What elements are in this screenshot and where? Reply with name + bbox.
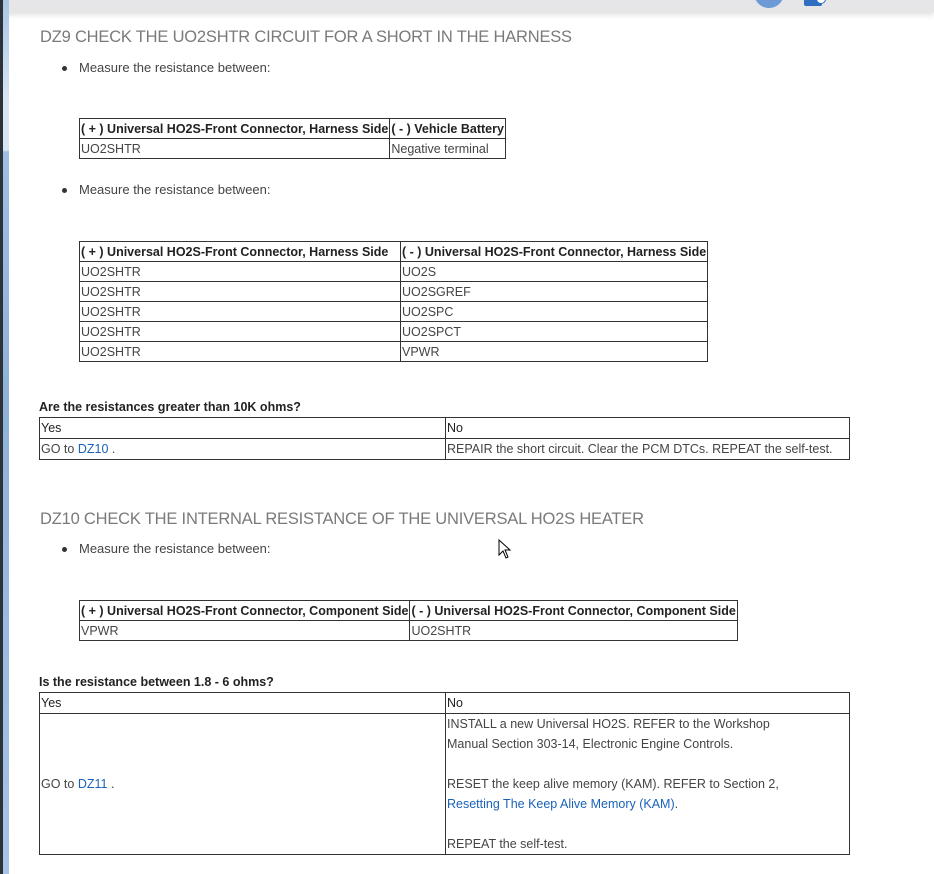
- no-paragraph-1: INSTALL a new Universal HO2S. REFER to the Workshop Manual Section 303-14, Electronic Engine Controls.: [447, 717, 770, 751]
- bullet-item: [62, 541, 271, 556]
- yes-text: GO to: [41, 777, 75, 791]
- yes-header: Yes: [40, 418, 446, 439]
- mouse-cursor-icon: [498, 539, 512, 559]
- no-cell: [446, 714, 850, 855]
- table-header: ( - ) Universal HO2S-Front Connector, Harness Side: [401, 242, 708, 262]
- yes-cell: [40, 439, 446, 460]
- section-title-dz10: DZ10 CHECK THE INTERNAL RESISTANCE OF THE UNIVERSAL HO2S HEATER: [40, 510, 644, 528]
- table-cell: Negative terminal: [390, 139, 506, 159]
- table-row: [40, 714, 850, 855]
- table-header: ( - ) Universal HO2S-Front Connector, Component Side: [410, 601, 737, 621]
- table-cell: VPWR: [80, 621, 410, 641]
- table-cell: UO2SHTR: [80, 342, 401, 362]
- kam-reset-link[interactable]: Resetting The Keep Alive Memory (KAM): [447, 797, 675, 811]
- table-cell: UO2SPCT: [401, 322, 708, 342]
- table-cell: VPWR: [401, 342, 708, 362]
- table-header: ( + ) Universal HO2S-Front Connector, Harness Side: [80, 242, 401, 262]
- bullet-text: Measure the resistance between:: [79, 182, 271, 197]
- bullet-text: Measure the resistance between:: [79, 541, 271, 556]
- table-cell: UO2SHTR: [80, 322, 401, 342]
- table-header: ( + ) Universal HO2S-Front Connector, Harness Side: [80, 119, 390, 139]
- no-cell: REPAIR the short circuit. Clear the PCM DTCs. REPEAT the self-test.: [446, 439, 850, 460]
- table-cell: UO2S: [401, 262, 708, 282]
- bullet-item: [62, 60, 271, 75]
- no-text: RESET the keep alive memory (KAM). REFER to Section 2,: [447, 777, 779, 791]
- section-title-dz9: DZ9 CHECK THE UO2SHTR CIRCUIT FOR A SHORT IN THE HARNESS: [40, 28, 572, 46]
- table-row: [80, 302, 708, 322]
- bullet-item: [62, 182, 271, 197]
- table-cell: UO2SHTR: [80, 302, 401, 322]
- table-header: ( + ) Universal HO2S-Front Connector, Component Side: [80, 601, 410, 621]
- no-paragraph-2: [447, 774, 809, 814]
- table-header: ( - ) Vehicle Battery: [390, 119, 506, 139]
- table-cell: UO2SPC: [401, 302, 708, 322]
- table-row: [80, 262, 708, 282]
- table-cell: UO2SHTR: [80, 262, 401, 282]
- no-paragraph-3: REPEAT the self-test.: [447, 837, 568, 851]
- no-header: No: [446, 693, 850, 714]
- measurement-table-3: [79, 600, 738, 641]
- side-scroll-strip: [3, 0, 9, 874]
- question-text: Are the resistances greater than 10K ohms?: [39, 400, 301, 414]
- table-row: [80, 282, 708, 302]
- yes-header: Yes: [40, 693, 446, 714]
- table-cell: UO2SHTR: [80, 282, 401, 302]
- table-row: [80, 322, 708, 342]
- download-icon[interactable]: [804, 0, 822, 6]
- decision-table-dz9: [39, 417, 850, 460]
- measurement-table-2: [79, 241, 708, 362]
- table-cell: UO2SHTR: [80, 139, 390, 159]
- bullet-text: Measure the resistance between:: [79, 60, 271, 75]
- table-cell: UO2SGREF: [401, 282, 708, 302]
- question-text: Is the resistance between 1.8 - 6 ohms?: [39, 675, 274, 689]
- table-row: [80, 139, 506, 159]
- yes-cell: [40, 714, 446, 855]
- no-header: No: [446, 418, 850, 439]
- yes-text: GO to: [41, 442, 75, 456]
- dz11-link[interactable]: DZ11: [77, 777, 108, 791]
- punct: .: [110, 777, 115, 791]
- table-row: [40, 439, 850, 460]
- table-row: [80, 621, 738, 641]
- decision-table-dz10: [39, 692, 850, 855]
- measurement-table-1: [79, 118, 506, 159]
- dz10-link[interactable]: DZ10: [77, 442, 109, 456]
- punct: .: [111, 442, 116, 456]
- table-cell: UO2SHTR: [410, 621, 737, 641]
- top-toolbar: [0, 0, 934, 12]
- table-row: [80, 342, 708, 362]
- punct: .: [674, 797, 679, 811]
- user-avatar[interactable]: [754, 0, 784, 8]
